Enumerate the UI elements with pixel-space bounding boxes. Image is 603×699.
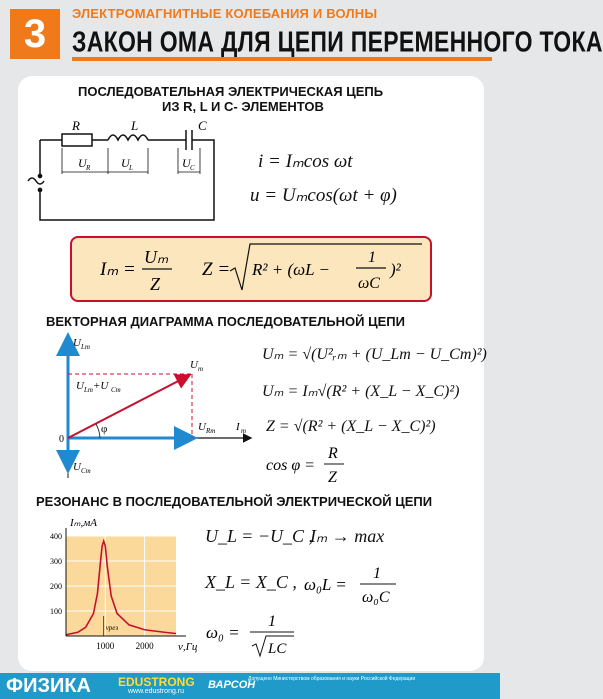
z-body: R² + (ωL − — [252, 260, 330, 279]
omega0-den: LC — [268, 641, 287, 657]
label-UC: U — [182, 156, 191, 170]
footer-site: www.edustrong.ru — [128, 688, 185, 695]
section1-title-line1: ПОСЛЕДОВАТЕЛЬНАЯ ЭЛЕКТРИЧЕСКАЯ ЦЕПЬ — [78, 84, 384, 99]
z-frac-num: 1 — [368, 249, 376, 266]
vec-Im: I — [236, 421, 240, 433]
y-tick-label: 300 — [50, 557, 62, 566]
x-tick-label: 2000 — [135, 641, 154, 651]
z-lhs: Z = — [202, 259, 231, 280]
phi-label: φ — [101, 423, 108, 435]
label-R: R — [72, 118, 80, 133]
vec-Im-sub: m — [241, 427, 247, 435]
y-axis-label: Iₘ,мА — [70, 517, 98, 529]
label-UL-sub: L — [129, 164, 133, 172]
omega0L-num: 1 — [373, 565, 381, 582]
z-frac-den: ωC — [358, 275, 380, 292]
cosphi-den: Z — [328, 469, 337, 486]
formula-cosphi — [262, 440, 372, 490]
footer — [0, 673, 500, 699]
vec-ULC-plus: +U — [93, 380, 109, 392]
label-UR: U — [78, 156, 87, 170]
ohm-law-formula — [72, 238, 426, 298]
vec-UC: U — [73, 461, 81, 473]
vec-UC-sub: Cm — [81, 467, 91, 475]
formula-um-1: Uₘ = √(U²ᵣₘ + (U_Lm − U_Cm)²) — [262, 346, 487, 363]
footer-brand: EDUSTRONG — [118, 675, 195, 689]
resonance-chart — [30, 512, 200, 662]
y-tick-label: 400 — [50, 532, 62, 541]
label-L: L — [131, 118, 139, 133]
omega0: ω₀ = — [206, 623, 240, 642]
cosphi-num: R — [328, 445, 338, 462]
vec-ULC: U — [76, 380, 84, 392]
section1-title-line2: ИЗ R, L И C- ЭЛЕМЕНТОВ — [162, 99, 324, 114]
resonance-frequency-formula — [202, 608, 312, 664]
vec-ULC-sub2: Cm — [111, 386, 121, 394]
y-tick-label: 100 — [50, 607, 62, 616]
page-title: ЗАКОН ОМА ДЛЯ ЦЕПИ ПЕРЕМЕННОГО ТОКА — [72, 25, 603, 58]
label-UL: U — [121, 156, 130, 170]
resonance-f1b: Iₘ → max — [310, 526, 385, 546]
formula-voltage: u = Uₘcos(ωt + φ) — [250, 185, 397, 206]
section2-title: ВЕКТОРНАЯ ДИАГРАММА ПОСЛЕДОВАТЕЛЬНОЙ ЦЕПИ — [46, 314, 405, 329]
ohm-num: Uₘ — [144, 247, 169, 267]
section-number: 3 — [10, 9, 60, 59]
page-subtitle: ЭЛЕКТРОМАГНИТНЫЕ КОЛЕБАНИЯ И ВОЛНЫ — [72, 6, 378, 21]
vec-Um-sub: m — [198, 365, 204, 373]
z-close: )² — [390, 260, 401, 279]
resonance-annotation: νрез — [105, 624, 119, 632]
label-UR-sub: R — [86, 164, 91, 172]
title-underline — [72, 57, 492, 61]
footer-publisher: ВАРСОН — [208, 679, 256, 691]
x-axis-label: ν,Гц — [178, 641, 198, 653]
footer-subject: ФИЗИКА — [6, 675, 91, 697]
formula-z: Z = √(R² + (X_L − X_C)²) — [266, 418, 436, 435]
vec-UL: U — [73, 337, 81, 349]
cosphi-lhs: cos φ = — [266, 457, 315, 474]
omega0L-den: ω₀C — [362, 589, 390, 606]
vec-UL-sub: Lm — [81, 343, 90, 351]
ohm-den: Z — [150, 274, 161, 294]
vec-Um: U — [190, 359, 198, 371]
omega0-num: 1 — [268, 613, 276, 630]
section3-title: РЕЗОНАНС В ПОСЛЕДОВАТЕЛЬНОЙ ЭЛЕКТРИЧЕСКОЙ ЦЕПИ — [36, 494, 433, 509]
vector-diagram — [40, 330, 260, 480]
vec-UR: U — [198, 421, 206, 433]
rlc-circuit-diagram — [28, 118, 228, 230]
omega0L: ω₀L = — [304, 575, 347, 594]
label-UC-sub: C — [190, 164, 195, 172]
resonance-f2: X_L = X_C , — [205, 572, 297, 592]
footer-info: Допущено Министерством образования и науки Российской Федерации — [248, 676, 416, 682]
resonance-f1: U_L = −U_C , — [205, 526, 313, 546]
vec-UR-sub: Rm — [206, 427, 216, 435]
ohm-lhs: Iₘ = — [100, 259, 136, 280]
y-tick-label: 200 — [50, 582, 62, 591]
label-C: C — [198, 118, 207, 133]
formula-um-2: Uₘ = Iₘ√(R² + (X_L − X_C)²) — [262, 383, 460, 400]
x-tick-label: 1000 — [96, 641, 115, 651]
formula-current: i = Iₘcos ωt — [258, 151, 353, 172]
resonance-omega-formula — [300, 560, 410, 610]
origin-label: 0 — [59, 434, 64, 445]
vec-ULC-sub: Lm — [84, 386, 93, 394]
